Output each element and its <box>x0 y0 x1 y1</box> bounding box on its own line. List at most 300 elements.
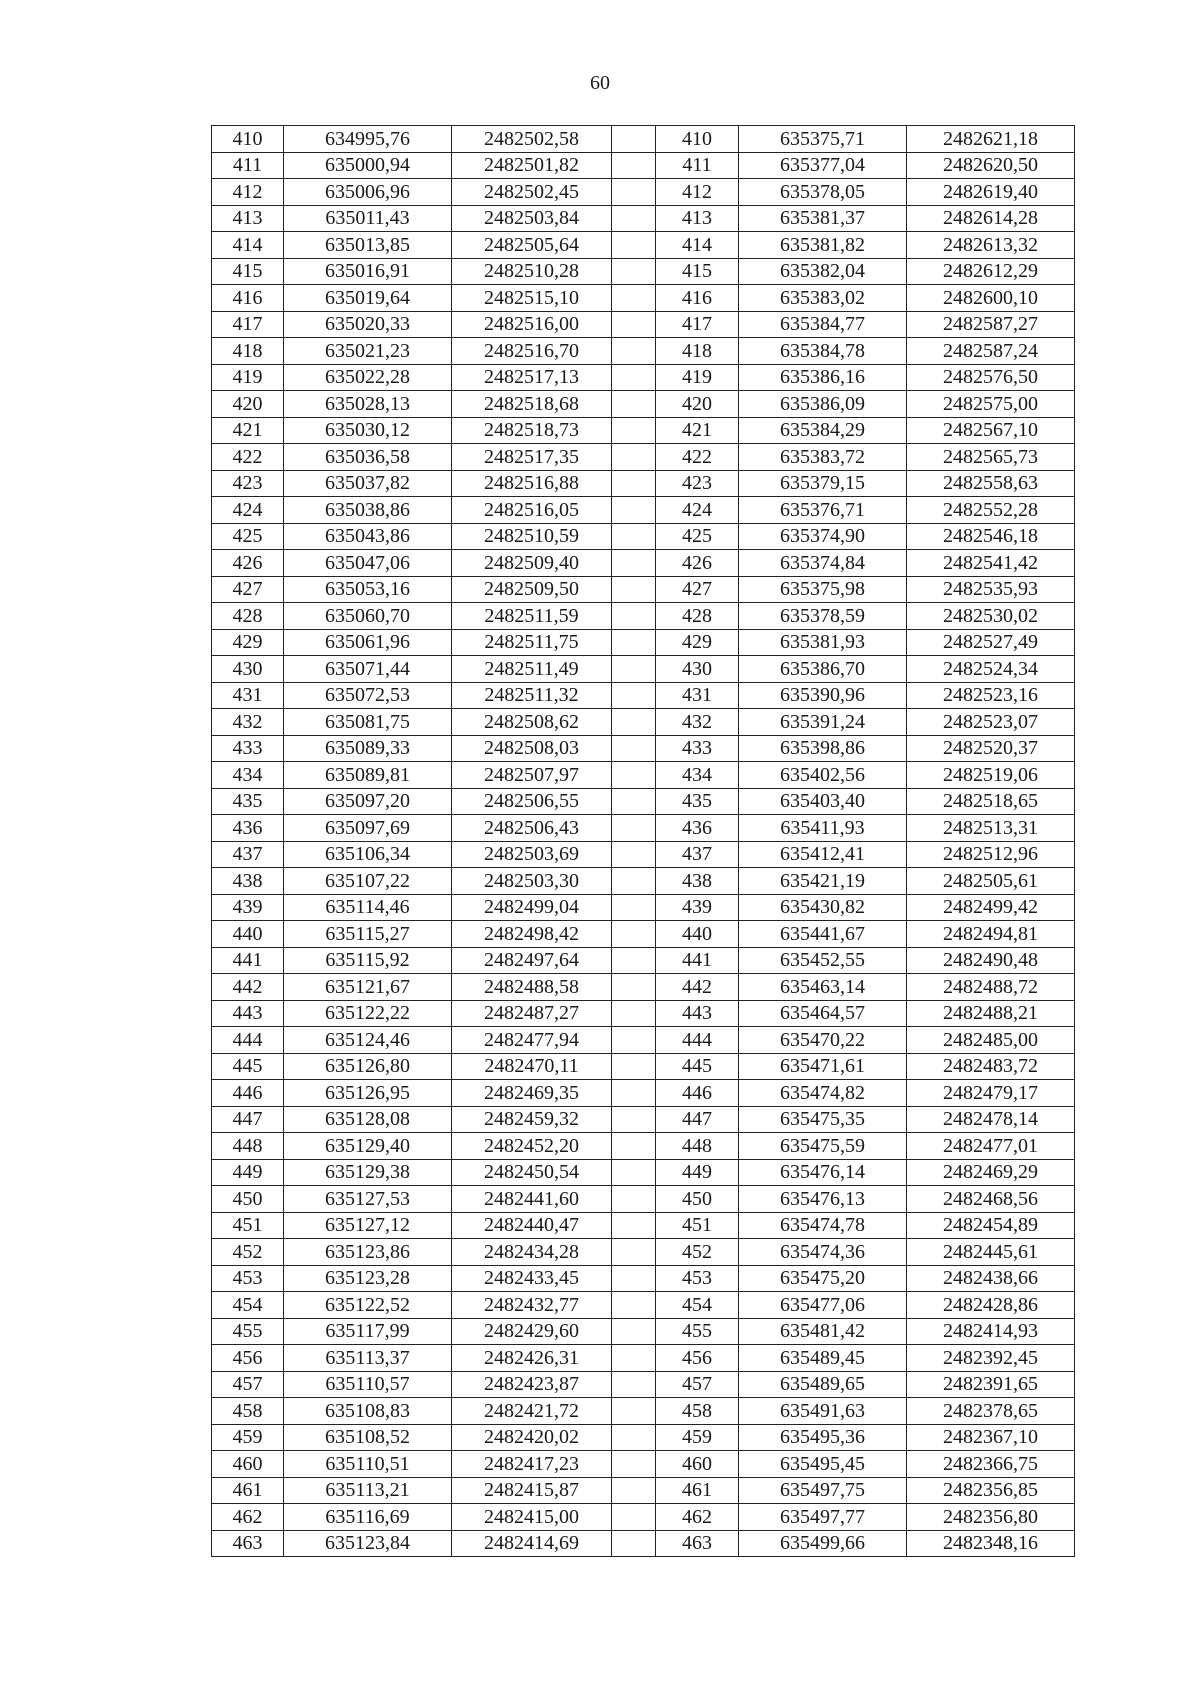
y-coordinate-left: 2482417,23 <box>452 1451 612 1478</box>
y-coordinate-left: 2482450,54 <box>452 1159 612 1186</box>
x-coordinate-right: 635391,24 <box>739 709 907 736</box>
y-coordinate-left: 2482440,47 <box>452 1212 612 1239</box>
empty-separator-cell <box>612 152 656 179</box>
x-coordinate-right: 635383,72 <box>739 444 907 471</box>
y-coordinate-right: 2482378,65 <box>907 1398 1075 1425</box>
point-number-right: 432 <box>656 709 739 736</box>
x-coordinate-left: 635036,58 <box>284 444 452 471</box>
y-coordinate-right: 2482513,31 <box>907 815 1075 842</box>
x-coordinate-left: 635097,20 <box>284 788 452 815</box>
point-number-left: 436 <box>212 815 284 842</box>
empty-separator-cell <box>612 1477 656 1504</box>
x-coordinate-right: 635499,66 <box>739 1530 907 1557</box>
x-coordinate-right: 635471,61 <box>739 1053 907 1080</box>
x-coordinate-left: 635019,64 <box>284 285 452 312</box>
empty-separator-cell <box>612 762 656 789</box>
table-row <box>212 1398 1075 1425</box>
point-number-left: 422 <box>212 444 284 471</box>
y-coordinate-left: 2482518,68 <box>452 391 612 418</box>
y-coordinate-left: 2482510,28 <box>452 258 612 285</box>
table-row <box>212 1451 1075 1478</box>
x-coordinate-right: 635475,35 <box>739 1106 907 1133</box>
empty-separator-cell <box>612 894 656 921</box>
y-coordinate-left: 2482434,28 <box>452 1239 612 1266</box>
y-coordinate-right: 2482454,89 <box>907 1212 1075 1239</box>
y-coordinate-left: 2482498,42 <box>452 921 612 948</box>
y-coordinate-left: 2482515,10 <box>452 285 612 312</box>
x-coordinate-right: 635374,84 <box>739 550 907 577</box>
y-coordinate-left: 2482421,72 <box>452 1398 612 1425</box>
x-coordinate-right: 635377,04 <box>739 152 907 179</box>
x-coordinate-left: 635108,83 <box>284 1398 452 1425</box>
y-coordinate-left: 2482423,87 <box>452 1371 612 1398</box>
x-coordinate-right: 635381,82 <box>739 232 907 259</box>
y-coordinate-right: 2482356,80 <box>907 1504 1075 1531</box>
x-coordinate-left: 635038,86 <box>284 497 452 524</box>
x-coordinate-left: 635011,43 <box>284 205 452 232</box>
x-coordinate-left: 635020,33 <box>284 311 452 338</box>
point-number-left: 435 <box>212 788 284 815</box>
x-coordinate-left: 635122,22 <box>284 1000 452 1027</box>
point-number-right: 455 <box>656 1318 739 1345</box>
point-number-left: 457 <box>212 1371 284 1398</box>
table-row <box>212 1292 1075 1319</box>
point-number-left: 416 <box>212 285 284 312</box>
y-coordinate-right: 2482468,56 <box>907 1186 1075 1213</box>
point-number-right: 458 <box>656 1398 739 1425</box>
x-coordinate-right: 635381,93 <box>739 629 907 656</box>
empty-separator-cell <box>612 709 656 736</box>
x-coordinate-left: 635047,06 <box>284 550 452 577</box>
table-row <box>212 258 1075 285</box>
point-number-left: 444 <box>212 1027 284 1054</box>
point-number-right: 462 <box>656 1504 739 1531</box>
y-coordinate-left: 2482518,73 <box>452 417 612 444</box>
x-coordinate-left: 635006,96 <box>284 179 452 206</box>
empty-separator-cell <box>612 815 656 842</box>
empty-separator-cell <box>612 576 656 603</box>
point-number-left: 430 <box>212 656 284 683</box>
y-coordinate-right: 2482520,37 <box>907 735 1075 762</box>
table-row <box>212 285 1075 312</box>
y-coordinate-right: 2482565,73 <box>907 444 1075 471</box>
table-row <box>212 1239 1075 1266</box>
y-coordinate-left: 2482506,55 <box>452 788 612 815</box>
x-coordinate-left: 635113,37 <box>284 1345 452 1372</box>
point-number-left: 423 <box>212 470 284 497</box>
point-number-right: 412 <box>656 179 739 206</box>
x-coordinate-left: 635028,13 <box>284 391 452 418</box>
x-coordinate-right: 635481,42 <box>739 1318 907 1345</box>
x-coordinate-right: 635452,55 <box>739 947 907 974</box>
y-coordinate-right: 2482524,34 <box>907 656 1075 683</box>
x-coordinate-left: 635071,44 <box>284 656 452 683</box>
empty-separator-cell <box>612 1318 656 1345</box>
point-number-right: 441 <box>656 947 739 974</box>
empty-separator-cell <box>612 417 656 444</box>
y-coordinate-right: 2482414,93 <box>907 1318 1075 1345</box>
y-coordinate-right: 2482613,32 <box>907 232 1075 259</box>
table-row <box>212 921 1075 948</box>
x-coordinate-right: 635475,20 <box>739 1265 907 1292</box>
y-coordinate-left: 2482517,13 <box>452 364 612 391</box>
empty-separator-cell <box>612 682 656 709</box>
x-coordinate-right: 635477,06 <box>739 1292 907 1319</box>
point-number-left: 450 <box>212 1186 284 1213</box>
point-number-right: 439 <box>656 894 739 921</box>
table-row <box>212 179 1075 206</box>
table-row <box>212 497 1075 524</box>
x-coordinate-right: 635379,15 <box>739 470 907 497</box>
x-coordinate-right: 635497,77 <box>739 1504 907 1531</box>
x-coordinate-right: 635378,05 <box>739 179 907 206</box>
y-coordinate-right: 2482523,16 <box>907 682 1075 709</box>
empty-separator-cell <box>612 311 656 338</box>
point-number-left: 415 <box>212 258 284 285</box>
y-coordinate-left: 2482414,69 <box>452 1530 612 1557</box>
point-number-right: 427 <box>656 576 739 603</box>
table-row <box>212 1053 1075 1080</box>
empty-separator-cell <box>612 603 656 630</box>
x-coordinate-right: 635489,65 <box>739 1371 907 1398</box>
point-number-left: 443 <box>212 1000 284 1027</box>
point-number-right: 418 <box>656 338 739 365</box>
empty-separator-cell <box>612 1000 656 1027</box>
table-row <box>212 1027 1075 1054</box>
point-number-left: 461 <box>212 1477 284 1504</box>
x-coordinate-right: 635386,16 <box>739 364 907 391</box>
x-coordinate-right: 635497,75 <box>739 1477 907 1504</box>
point-number-right: 461 <box>656 1477 739 1504</box>
x-coordinate-left: 635106,34 <box>284 841 452 868</box>
x-coordinate-left: 635037,82 <box>284 470 452 497</box>
point-number-right: 442 <box>656 974 739 1001</box>
point-number-right: 425 <box>656 523 739 550</box>
y-coordinate-left: 2482429,60 <box>452 1318 612 1345</box>
x-coordinate-left: 635126,95 <box>284 1080 452 1107</box>
y-coordinate-right: 2482366,75 <box>907 1451 1075 1478</box>
point-number-right: 448 <box>656 1133 739 1160</box>
table-row <box>212 974 1075 1001</box>
y-coordinate-left: 2482487,27 <box>452 1000 612 1027</box>
y-coordinate-right: 2482619,40 <box>907 179 1075 206</box>
y-coordinate-right: 2482367,10 <box>907 1424 1075 1451</box>
x-coordinate-right: 635398,86 <box>739 735 907 762</box>
point-number-left: 441 <box>212 947 284 974</box>
x-coordinate-right: 635475,59 <box>739 1133 907 1160</box>
y-coordinate-right: 2482527,49 <box>907 629 1075 656</box>
x-coordinate-left: 635030,12 <box>284 417 452 444</box>
point-number-right: 453 <box>656 1265 739 1292</box>
x-coordinate-left: 635110,57 <box>284 1371 452 1398</box>
point-number-right: 426 <box>656 550 739 577</box>
point-number-right: 449 <box>656 1159 739 1186</box>
x-coordinate-right: 635430,82 <box>739 894 907 921</box>
empty-separator-cell <box>612 1371 656 1398</box>
x-coordinate-left: 635122,52 <box>284 1292 452 1319</box>
page-number: 60 <box>590 72 610 94</box>
point-number-right: 419 <box>656 364 739 391</box>
empty-separator-cell <box>612 1504 656 1531</box>
point-number-right: 451 <box>656 1212 739 1239</box>
table-row <box>212 1212 1075 1239</box>
y-coordinate-left: 2482488,58 <box>452 974 612 1001</box>
x-coordinate-left: 635115,27 <box>284 921 452 948</box>
y-coordinate-right: 2482438,66 <box>907 1265 1075 1292</box>
y-coordinate-left: 2482441,60 <box>452 1186 612 1213</box>
x-coordinate-left: 635123,28 <box>284 1265 452 1292</box>
point-number-right: 414 <box>656 232 739 259</box>
y-coordinate-right: 2482356,85 <box>907 1477 1075 1504</box>
y-coordinate-left: 2482508,03 <box>452 735 612 762</box>
point-number-left: 429 <box>212 629 284 656</box>
x-coordinate-left: 635129,38 <box>284 1159 452 1186</box>
table-row <box>212 629 1075 656</box>
empty-separator-cell <box>612 1133 656 1160</box>
point-number-left: 419 <box>212 364 284 391</box>
x-coordinate-left: 635081,75 <box>284 709 452 736</box>
point-number-right: 420 <box>656 391 739 418</box>
table-row <box>212 470 1075 497</box>
empty-separator-cell <box>612 179 656 206</box>
y-coordinate-left: 2482509,40 <box>452 550 612 577</box>
x-coordinate-left: 635000,94 <box>284 152 452 179</box>
x-coordinate-left: 635043,86 <box>284 523 452 550</box>
y-coordinate-right: 2482488,72 <box>907 974 1075 1001</box>
table-row <box>212 126 1075 153</box>
y-coordinate-left: 2482511,59 <box>452 603 612 630</box>
y-coordinate-left: 2482420,02 <box>452 1424 612 1451</box>
y-coordinate-right: 2482620,50 <box>907 152 1075 179</box>
x-coordinate-left: 635013,85 <box>284 232 452 259</box>
x-coordinate-left: 635114,46 <box>284 894 452 921</box>
point-number-right: 430 <box>656 656 739 683</box>
point-number-left: 428 <box>212 603 284 630</box>
x-coordinate-left: 635108,52 <box>284 1424 452 1451</box>
empty-separator-cell <box>612 1053 656 1080</box>
y-coordinate-right: 2482546,18 <box>907 523 1075 550</box>
empty-separator-cell <box>612 1212 656 1239</box>
empty-separator-cell <box>612 1292 656 1319</box>
y-coordinate-left: 2482502,58 <box>452 126 612 153</box>
x-coordinate-right: 635463,14 <box>739 974 907 1001</box>
y-coordinate-left: 2482516,05 <box>452 497 612 524</box>
x-coordinate-left: 635089,81 <box>284 762 452 789</box>
x-coordinate-right: 635403,40 <box>739 788 907 815</box>
point-number-right: 440 <box>656 921 739 948</box>
point-number-left: 451 <box>212 1212 284 1239</box>
empty-separator-cell <box>612 1345 656 1372</box>
table-row <box>212 603 1075 630</box>
empty-separator-cell <box>612 550 656 577</box>
y-coordinate-right: 2482621,18 <box>907 126 1075 153</box>
table-row <box>212 1424 1075 1451</box>
empty-separator-cell <box>612 258 656 285</box>
x-coordinate-left: 635097,69 <box>284 815 452 842</box>
y-coordinate-right: 2482612,29 <box>907 258 1075 285</box>
point-number-left: 447 <box>212 1106 284 1133</box>
y-coordinate-right: 2482477,01 <box>907 1133 1075 1160</box>
x-coordinate-right: 635491,63 <box>739 1398 907 1425</box>
point-number-right: 438 <box>656 868 739 895</box>
point-number-right: 450 <box>656 1186 739 1213</box>
empty-separator-cell <box>612 947 656 974</box>
y-coordinate-right: 2482348,16 <box>907 1530 1075 1557</box>
x-coordinate-left: 635022,28 <box>284 364 452 391</box>
x-coordinate-right: 635474,36 <box>739 1239 907 1266</box>
point-number-left: 456 <box>212 1345 284 1372</box>
point-number-left: 458 <box>212 1398 284 1425</box>
table-row <box>212 1318 1075 1345</box>
x-coordinate-left: 634995,76 <box>284 126 452 153</box>
empty-separator-cell <box>612 841 656 868</box>
y-coordinate-left: 2482511,49 <box>452 656 612 683</box>
point-number-right: 456 <box>656 1345 739 1372</box>
y-coordinate-right: 2482600,10 <box>907 285 1075 312</box>
point-number-right: 446 <box>656 1080 739 1107</box>
x-coordinate-right: 635412,41 <box>739 841 907 868</box>
x-coordinate-right: 635464,57 <box>739 1000 907 1027</box>
empty-separator-cell <box>612 126 656 153</box>
y-coordinate-right: 2482519,06 <box>907 762 1075 789</box>
point-number-left: 427 <box>212 576 284 603</box>
x-coordinate-right: 635402,56 <box>739 762 907 789</box>
x-coordinate-right: 635411,93 <box>739 815 907 842</box>
table-row <box>212 1504 1075 1531</box>
table-row <box>212 417 1075 444</box>
x-coordinate-left: 635129,40 <box>284 1133 452 1160</box>
x-coordinate-right: 635495,36 <box>739 1424 907 1451</box>
empty-separator-cell <box>612 232 656 259</box>
point-number-left: 418 <box>212 338 284 365</box>
x-coordinate-right: 635386,70 <box>739 656 907 683</box>
x-coordinate-left: 635053,16 <box>284 576 452 603</box>
point-number-left: 425 <box>212 523 284 550</box>
point-number-left: 432 <box>212 709 284 736</box>
empty-separator-cell <box>612 1398 656 1425</box>
table-row <box>212 576 1075 603</box>
point-number-right: 417 <box>656 311 739 338</box>
point-number-right: 433 <box>656 735 739 762</box>
x-coordinate-left: 635072,53 <box>284 682 452 709</box>
table-row <box>212 868 1075 895</box>
x-coordinate-right: 635374,90 <box>739 523 907 550</box>
empty-separator-cell <box>612 735 656 762</box>
point-number-right: 413 <box>656 205 739 232</box>
x-coordinate-left: 635128,08 <box>284 1106 452 1133</box>
table-row <box>212 735 1075 762</box>
x-coordinate-left: 635061,96 <box>284 629 452 656</box>
x-coordinate-left: 635126,80 <box>284 1053 452 1080</box>
y-coordinate-right: 2482576,50 <box>907 364 1075 391</box>
y-coordinate-left: 2482516,88 <box>452 470 612 497</box>
y-coordinate-right: 2482587,27 <box>907 311 1075 338</box>
table-row <box>212 338 1075 365</box>
x-coordinate-right: 635382,04 <box>739 258 907 285</box>
point-number-left: 426 <box>212 550 284 577</box>
y-coordinate-left: 2482415,87 <box>452 1477 612 1504</box>
y-coordinate-right: 2482530,02 <box>907 603 1075 630</box>
table-row <box>212 205 1075 232</box>
empty-separator-cell <box>612 391 656 418</box>
y-coordinate-left: 2482470,11 <box>452 1053 612 1080</box>
point-number-left: 463 <box>212 1530 284 1557</box>
table-row <box>212 762 1075 789</box>
y-coordinate-left: 2482452,20 <box>452 1133 612 1160</box>
table-row <box>212 311 1075 338</box>
point-number-left: 438 <box>212 868 284 895</box>
empty-separator-cell <box>612 656 656 683</box>
y-coordinate-left: 2482503,84 <box>452 205 612 232</box>
point-number-left: 412 <box>212 179 284 206</box>
point-number-right: 452 <box>656 1239 739 1266</box>
y-coordinate-left: 2482415,00 <box>452 1504 612 1531</box>
y-coordinate-right: 2482478,14 <box>907 1106 1075 1133</box>
empty-separator-cell <box>612 1424 656 1451</box>
x-coordinate-right: 635383,02 <box>739 285 907 312</box>
empty-separator-cell <box>612 338 656 365</box>
point-number-right: 416 <box>656 285 739 312</box>
x-coordinate-right: 635375,71 <box>739 126 907 153</box>
table-row <box>212 1080 1075 1107</box>
y-coordinate-right: 2482552,28 <box>907 497 1075 524</box>
table-row <box>212 152 1075 179</box>
y-coordinate-left: 2482511,32 <box>452 682 612 709</box>
table-row <box>212 682 1075 709</box>
y-coordinate-left: 2482503,69 <box>452 841 612 868</box>
empty-separator-cell <box>612 1159 656 1186</box>
empty-separator-cell <box>612 1186 656 1213</box>
table-row <box>212 815 1075 842</box>
point-number-right: 423 <box>656 470 739 497</box>
x-coordinate-left: 635089,33 <box>284 735 452 762</box>
y-coordinate-left: 2482510,59 <box>452 523 612 550</box>
point-number-left: 413 <box>212 205 284 232</box>
empty-separator-cell <box>612 974 656 1001</box>
y-coordinate-left: 2482509,50 <box>452 576 612 603</box>
table-row <box>212 656 1075 683</box>
point-number-right: 443 <box>656 1000 739 1027</box>
point-number-right: 445 <box>656 1053 739 1080</box>
point-number-left: 453 <box>212 1265 284 1292</box>
x-coordinate-right: 635384,29 <box>739 417 907 444</box>
table-row <box>212 894 1075 921</box>
y-coordinate-left: 2482511,75 <box>452 629 612 656</box>
point-number-right: 463 <box>656 1530 739 1557</box>
table-row <box>212 788 1075 815</box>
point-number-right: 431 <box>656 682 739 709</box>
y-coordinate-left: 2482503,30 <box>452 868 612 895</box>
x-coordinate-left: 635124,46 <box>284 1027 452 1054</box>
y-coordinate-right: 2482535,93 <box>907 576 1075 603</box>
point-number-left: 449 <box>212 1159 284 1186</box>
table-row <box>212 550 1075 577</box>
coordinates-table <box>211 125 1075 1557</box>
y-coordinate-right: 2482614,28 <box>907 205 1075 232</box>
y-coordinate-right: 2482392,45 <box>907 1345 1075 1372</box>
y-coordinate-right: 2482505,61 <box>907 868 1075 895</box>
point-number-right: 444 <box>656 1027 739 1054</box>
empty-separator-cell <box>612 1106 656 1133</box>
x-coordinate-right: 635495,45 <box>739 1451 907 1478</box>
x-coordinate-left: 635123,84 <box>284 1530 452 1557</box>
point-number-right: 454 <box>656 1292 739 1319</box>
x-coordinate-left: 635016,91 <box>284 258 452 285</box>
empty-separator-cell <box>612 1027 656 1054</box>
empty-separator-cell <box>612 205 656 232</box>
y-coordinate-left: 2482433,45 <box>452 1265 612 1292</box>
y-coordinate-right: 2482523,07 <box>907 709 1075 736</box>
